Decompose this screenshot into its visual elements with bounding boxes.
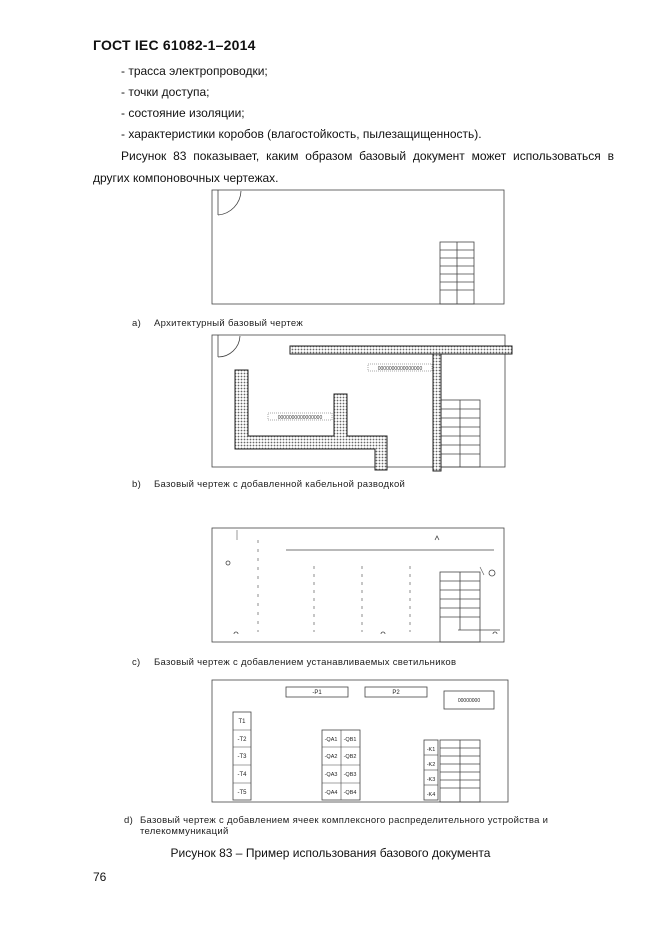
list-item: - характеристики коробов (влагостойкость, пылезащищенность). — [121, 127, 482, 141]
k-label: -K4 — [426, 792, 436, 798]
list-item: - точки доступа; — [121, 85, 210, 99]
t-label: -T2 — [237, 737, 247, 743]
k-label: -K2 — [426, 762, 436, 768]
panel-c-caption: c) Базовый чертеж с добавлением устанавливаемых светильников — [132, 657, 457, 668]
page-number: 76 — [93, 870, 107, 884]
panel-letter: a) — [132, 318, 142, 329]
qa-label: -QA2 — [324, 754, 338, 760]
panel-letter: c) — [132, 657, 141, 668]
qb-label: -QB2 — [343, 754, 357, 760]
t-label: -T5 — [237, 790, 247, 796]
qb-label: -QB1 — [343, 737, 357, 743]
document-standard-title: ГОСТ IEC 61082-1–2014 — [93, 37, 256, 53]
panel-label: P2 — [392, 690, 400, 696]
panel-letter: b) — [132, 479, 142, 490]
list-item: - состояние изоляции; — [121, 106, 245, 120]
panel-b-caption: b) Базовый чертеж с добавленной кабельной разводкой — [132, 479, 406, 490]
qa-label: -QA4 — [324, 790, 338, 796]
t-label: -T4 — [237, 772, 247, 778]
staircase — [440, 740, 480, 802]
figure-caption: Рисунок 83 – Пример использования базового документа — [170, 846, 491, 860]
qb-label: -QB4 — [343, 790, 357, 796]
list-item: - трасса электропроводки; — [121, 64, 268, 78]
panel-d-caption: d) Базовый чертеж с добавлением ячеек комплексного распределительного устройства и телекоммуникаций — [124, 815, 549, 837]
k-label: -K1 — [426, 747, 436, 753]
k-label: -K3 — [426, 777, 436, 783]
telecom-box-label: 00000000 — [457, 698, 481, 704]
panel-label: -P1 — [312, 690, 322, 696]
panel-a-caption: a) Архитектурный базовый чертеж — [132, 318, 304, 329]
t-label: -T3 — [237, 754, 247, 760]
qa-label: -QA1 — [324, 737, 338, 743]
panel-letter: d) — [124, 815, 134, 826]
qa-label: -QA3 — [324, 772, 338, 778]
body-paragraph: Рисунок 83 показывает, каким образом базовый документ может использоваться в других компоновочных чертежах. — [93, 149, 614, 185]
t-label: T1 — [238, 719, 246, 725]
cable-label-text: 0000000000000000 — [277, 415, 323, 421]
qb-label: -QB3 — [343, 772, 357, 778]
cable-label-text: 0000000000000000 — [377, 366, 423, 372]
